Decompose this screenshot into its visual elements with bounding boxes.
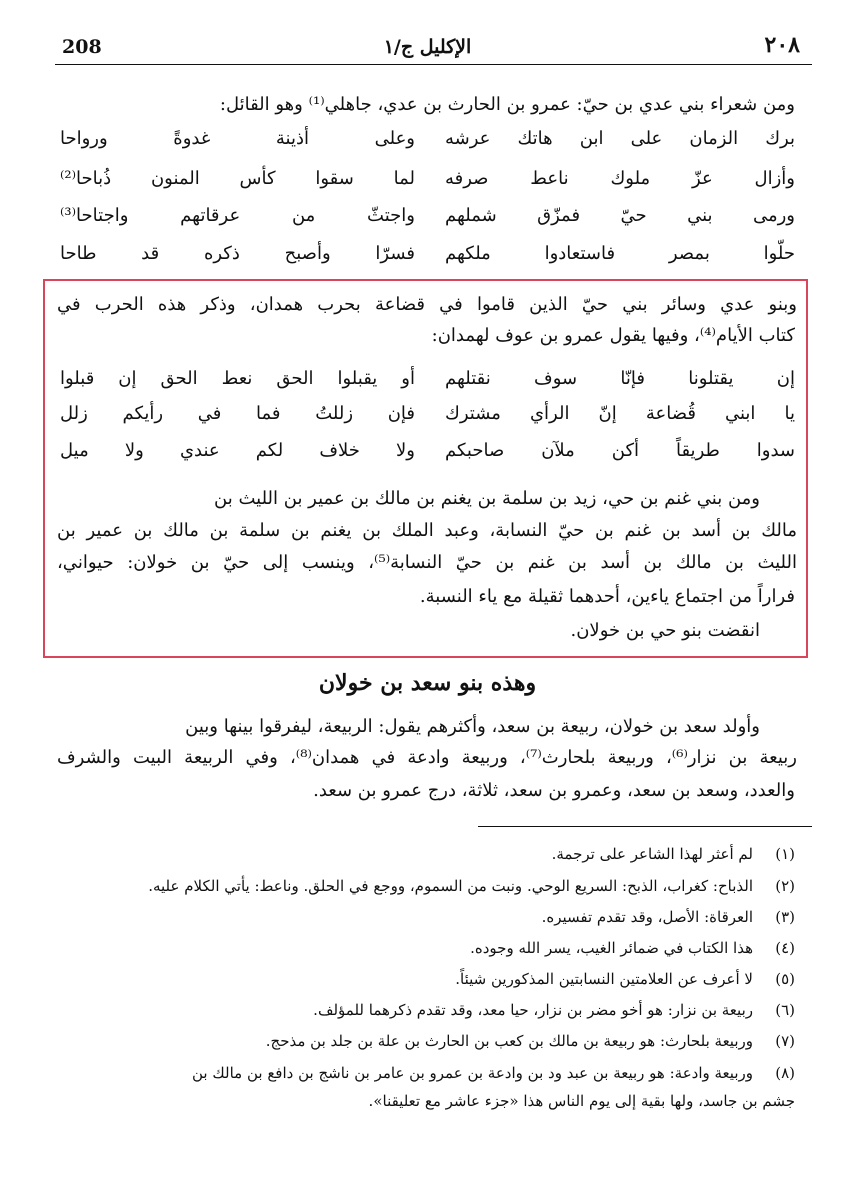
footnote: (٣)العرقاة: الأصل، وقد تقدم تفسيره. <box>541 908 795 926</box>
intro-line: ومن شعراء بني عدي بن حيّ: عمرو بن الحارث بن عدي، جاهلي⁽¹⁾ وهو القائل: <box>219 94 795 115</box>
paragraph-line: مالك بن أسد بن غنم بن حيّ النسابة، وعبد الملك بن يغنم بن سلمة بن مالك بن عمير بن <box>57 520 797 541</box>
paragraph-line: الليث بن مالك بن أسد بن غنم بن حيّ النسابة⁽⁵⁾، وينسب إلى حيّ بن خولان: حيواني، <box>57 552 797 573</box>
section-title: وهذه بنو سعد بن خولان <box>318 670 537 696</box>
paragraph-line: ومن بني غنم بن حي، زيد بن سلمة بن يغنم بن مالك بن عمير بن الليث بن <box>214 488 760 509</box>
verse-right: يا ابني قُضاعة إنّ الرأي مشترك <box>445 403 795 424</box>
verse-left: ولا خلاف لكم عندي ولا ميل <box>60 440 415 461</box>
footnote-continuation: جشم بن جاسد، ولها بقية إلى يوم الناس هذا «جزء عاشر مع تعليقنا». <box>368 1092 795 1110</box>
verse-right: حلّوا بمصر فاستعادوا ملكهم <box>445 243 795 264</box>
verse-right: برك الزمان على ابن هاتك عرشه <box>445 128 795 149</box>
verse-left: وعلى أذينة غدوةً ورواحا <box>60 128 415 149</box>
paragraph-line: انقضت بنو حي بن خولان. <box>570 620 760 641</box>
verse-left: أو يقبلوا الحق نعط الحق إن قبلوا <box>60 368 415 389</box>
verse-left: واجتثّ من عرقاتهم واجتاحا⁽³⁾ <box>60 205 415 226</box>
paragraph-line: والعدد، وسعد بن سعد، وعمرو بن سعد، ثلاثة، درج عمرو بن سعد. <box>313 780 795 801</box>
header-rule <box>55 64 812 65</box>
footnote: (٢)الذباح: كغراب، الذبح: السريع الوحي. ونبت من السموم، ووجع في الحلق. وناعط: يأتي الكلام عليه. <box>148 877 795 895</box>
verse-right: ورمى بني حيّ فمزّق شملهم <box>445 205 795 226</box>
verse-right: سدوا طريقاً أكن ملآن صاحبكم <box>445 440 795 461</box>
footnote-rule <box>478 826 812 827</box>
page-number-arabic: ٢٠٨ <box>764 32 800 58</box>
footnote: (٤)هذا الكتاب في ضمائر الغيب، يسر الله وجوده. <box>470 939 795 957</box>
verse-right: إن يقتلونا فإنّا سوف نقتلهم <box>445 368 795 389</box>
footnote: (٧)وربيعة بلحارث: هو ربيعة بن مالك بن كعب بن الحارث بن علة بن جلد بن مذحج. <box>265 1032 795 1050</box>
verse-right: وأزال عزّ ملوك ناعط صرفه <box>445 168 795 189</box>
footnote: (٦)ربيعة بن نزار: هو أخو مضر بن نزار، حيا معد، وقد تقدم ذكرهما للمؤلف. <box>313 1001 795 1019</box>
running-title: الإكليل ج/١ <box>383 36 472 58</box>
paragraph-line: وبنو عدي وسائر بني حيّ الذين قاموا في قضاعة بحرب همدان، وذكر هذه الحرب في <box>57 294 797 315</box>
paragraph-line: كتاب الأيام⁽⁴⁾، وفيها يقول عمرو بن عوف لهمدان: <box>431 325 795 346</box>
footnote: (١)لم أعثر لهذا الشاعر على ترجمة. <box>551 845 795 863</box>
verse-left: فسرّا وأصبح ذكره قد طاحا <box>60 243 415 264</box>
verse-left: لما سقوا كأس المنون ذُباحا⁽²⁾ <box>60 168 415 189</box>
footnote: (٥)لا أعرف عن العلامتين النسابتين المذكورين شيئاً. <box>455 970 795 988</box>
verse-left: فإن زللتُ فما في رأيكم زلل <box>60 403 415 424</box>
paragraph-line: فراراً من اجتماع ياءين، أحدهما ثقيلة مع ياء النسبة. <box>419 586 795 607</box>
page-number-western: 208 <box>62 36 102 58</box>
paragraph-line: ربيعة بن نزار⁽⁶⁾، وربيعة بلحارث⁽⁷⁾، وربيعة وادعة في همدان⁽⁸⁾، وفي الربيعة البيت والشرف <box>57 747 797 768</box>
footnote: (٨)وربيعة وادعة: هو ربيعة بن عبد ود بن وادعة بن عمرو بن عامر بن ناشج بن دافع بن مالك بن <box>192 1064 795 1082</box>
paragraph-line: وأولد سعد بن خولان، ربيعة بن سعد، وأكثرهم يقول: الربيعة، ليفرقوا بينها وبين <box>185 716 760 737</box>
